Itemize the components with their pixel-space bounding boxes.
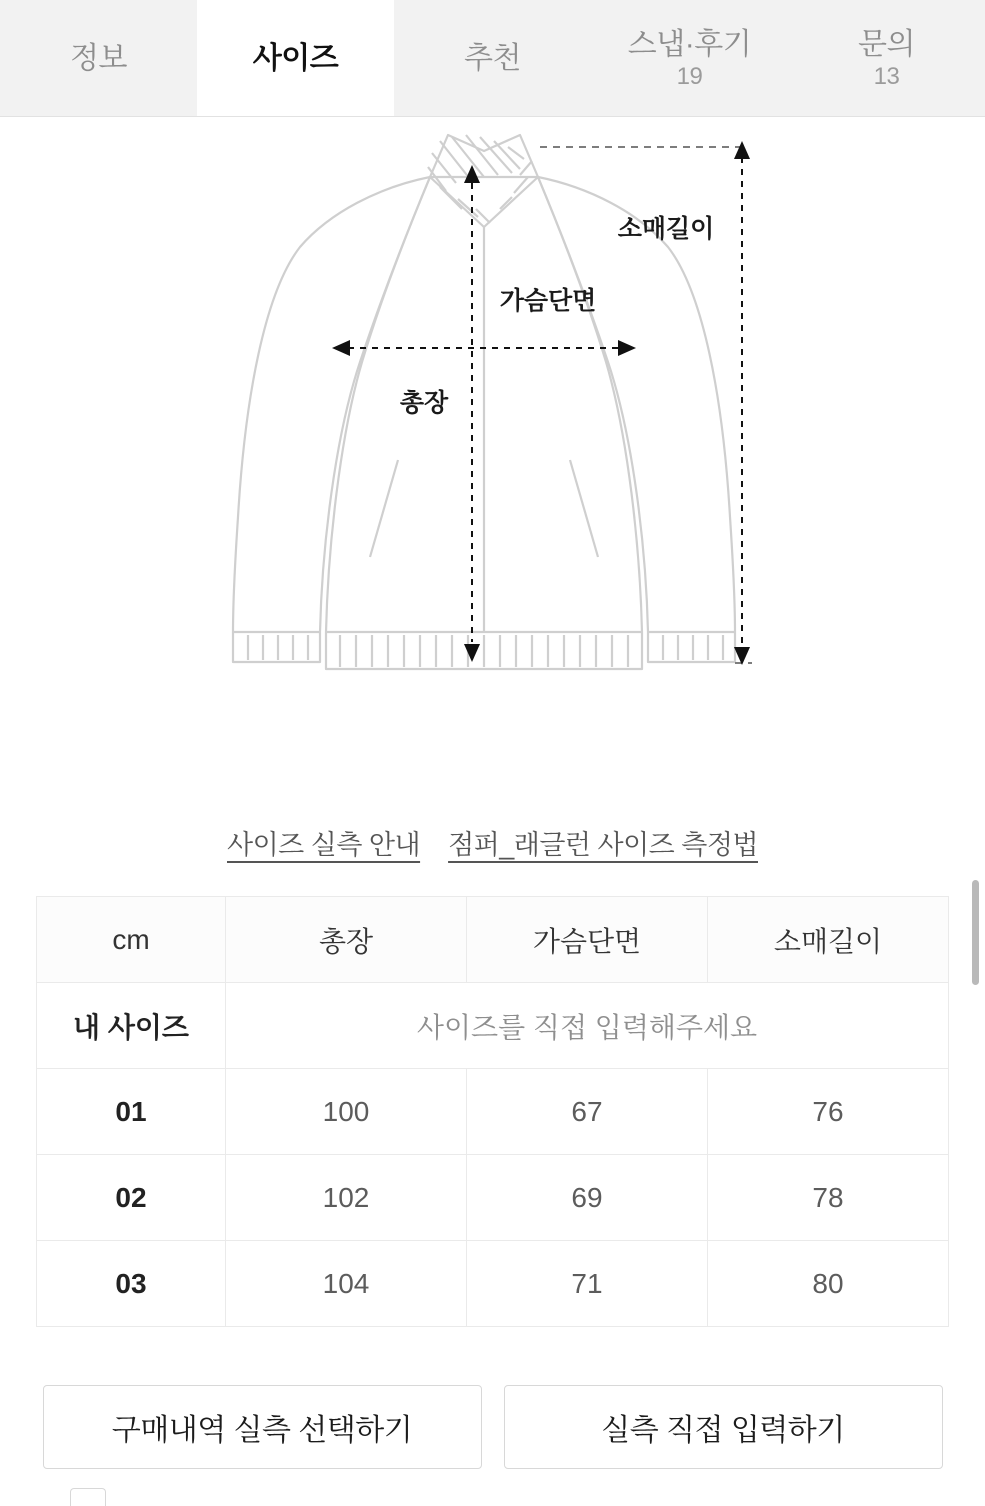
tab-inquiry-label: 문의 bbox=[858, 27, 915, 61]
tab-info-label: 정보 bbox=[70, 41, 127, 75]
size-03-chest: 71 bbox=[467, 1241, 708, 1327]
size-table-header-total-length: 총장 bbox=[226, 897, 467, 983]
tab-recommend[interactable] bbox=[394, 0, 591, 116]
tab-snap-review-count: 19 bbox=[676, 62, 703, 90]
size-01-chest: 67 bbox=[467, 1069, 708, 1155]
table-row bbox=[37, 1241, 949, 1327]
table-row-my-size[interactable] bbox=[37, 983, 949, 1069]
enter-manually-button[interactable]: 실측 직접 입력하기 bbox=[504, 1385, 943, 1469]
tab-recommend-label: 추천 bbox=[464, 41, 521, 75]
my-size-row-label: 내 사이즈 bbox=[37, 983, 226, 1069]
tab-snap-review[interactable] bbox=[591, 0, 788, 116]
chest-width-label: 가슴단면 bbox=[499, 287, 597, 315]
size-table-header-chest: 가슴단면 bbox=[467, 897, 708, 983]
size-table-header-row bbox=[37, 897, 949, 983]
size-01-sleeve: 76 bbox=[708, 1069, 949, 1155]
page-scrollbar[interactable] bbox=[972, 880, 979, 985]
size-guide-links bbox=[0, 823, 985, 862]
my-size-input[interactable]: 사이즈를 직접 입력해주세요 bbox=[226, 983, 949, 1069]
size-02-total-length: 102 bbox=[226, 1155, 467, 1241]
size-03-total-length: 104 bbox=[226, 1241, 467, 1327]
size-01-total-length: 100 bbox=[226, 1069, 467, 1155]
product-detail-tabbar bbox=[0, 0, 985, 117]
table-row bbox=[37, 1155, 949, 1241]
tab-size-label: 사이즈 bbox=[252, 41, 339, 75]
size-guide-link-measure-info[interactable]: 사이즈 실측 안내 bbox=[227, 830, 421, 860]
size-table bbox=[36, 896, 949, 1327]
size-row-label-03: 03 bbox=[37, 1241, 226, 1327]
size-row-label-02: 02 bbox=[37, 1155, 226, 1241]
size-02-sleeve: 78 bbox=[708, 1155, 949, 1241]
tab-inquiry-count: 13 bbox=[873, 62, 900, 90]
next-section-partial bbox=[70, 1488, 106, 1506]
size-03-sleeve: 80 bbox=[708, 1241, 949, 1327]
size-row-label-01: 01 bbox=[37, 1069, 226, 1155]
tab-info[interactable] bbox=[0, 0, 197, 116]
total-length-label: 총장 bbox=[399, 389, 449, 417]
size-table-header-unit: cm bbox=[37, 897, 226, 983]
size-measurement-diagram bbox=[0, 117, 985, 817]
tab-size[interactable] bbox=[197, 0, 394, 116]
select-from-orders-button[interactable]: 구매내역 실측 선택하기 bbox=[43, 1385, 482, 1469]
tab-inquiry[interactable] bbox=[788, 0, 985, 116]
size-action-buttons bbox=[43, 1385, 943, 1469]
table-row bbox=[37, 1069, 949, 1155]
tab-snap-review-label: 스냅·후기 bbox=[627, 27, 752, 61]
size-02-chest: 69 bbox=[467, 1155, 708, 1241]
size-guide-link-jumper-raglan[interactable]: 점퍼_래글런 사이즈 측정법 bbox=[448, 830, 758, 860]
size-table-header-sleeve: 소매길이 bbox=[708, 897, 949, 983]
sleeve-length-label: 소매길이 bbox=[617, 215, 715, 243]
